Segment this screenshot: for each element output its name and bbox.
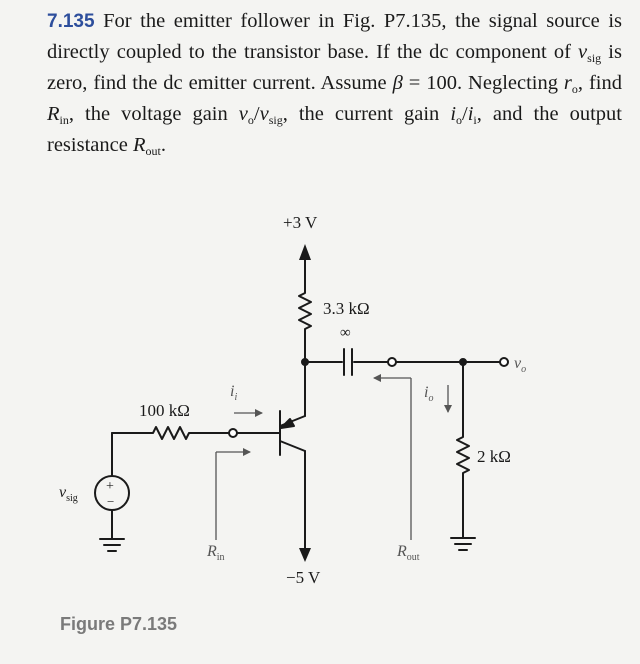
rout-label: $R_{out}$ bbox=[397, 543, 420, 563]
source-resistor-label: 100 kΩ bbox=[139, 401, 190, 420]
problem-number: 7.135 bbox=[47, 11, 95, 32]
io-label: $i_o$ bbox=[424, 384, 434, 404]
collector-resistor-label: 3.3 kΩ bbox=[323, 299, 370, 318]
capacitor-value-label: ∞ bbox=[340, 325, 351, 341]
vsig-label: $v_{sig}$ bbox=[59, 484, 78, 504]
vo-label: $v_o$ bbox=[514, 355, 527, 375]
vo-terminal bbox=[500, 358, 508, 366]
ground-icon bbox=[451, 538, 475, 550]
load-resistor-label: 2 kΩ bbox=[477, 447, 511, 466]
vee-label: −5 V bbox=[286, 568, 321, 587]
figure-caption: Figure P7.135 bbox=[60, 614, 178, 634]
source-plus-sign: + bbox=[106, 479, 114, 494]
ii-label: $i_i$ bbox=[230, 383, 238, 403]
cap-output-terminal bbox=[388, 358, 396, 366]
bjt-emitter-lead bbox=[280, 441, 305, 451]
problem-text: 7.135 For the emitter follower in Fig. P7.135, the signal source is directly coupled to the transistor base. If the dc component of $v_{sig}$ is zero, find the dc emitter current. Assume β = 100. Neglecting $r_o$, find $R_{in}$, the voltage gain $v_o/v_{sig}$, the current gain $i_o/i_i$, and the output resistance $R_{out}$. bbox=[47, 10, 622, 158]
vcc-arrow-icon bbox=[299, 244, 311, 260]
ground-icon bbox=[100, 539, 124, 551]
load-resistor bbox=[457, 434, 469, 476]
source-minus-sign: − bbox=[107, 494, 115, 509]
rin-label: $R_{in}$ bbox=[207, 543, 225, 563]
source-resistor bbox=[150, 427, 191, 439]
collector-resistor bbox=[299, 290, 311, 332]
base-terminal bbox=[229, 429, 237, 437]
vee-arrow-icon bbox=[299, 548, 311, 562]
vcc-label: +3 V bbox=[283, 213, 318, 232]
